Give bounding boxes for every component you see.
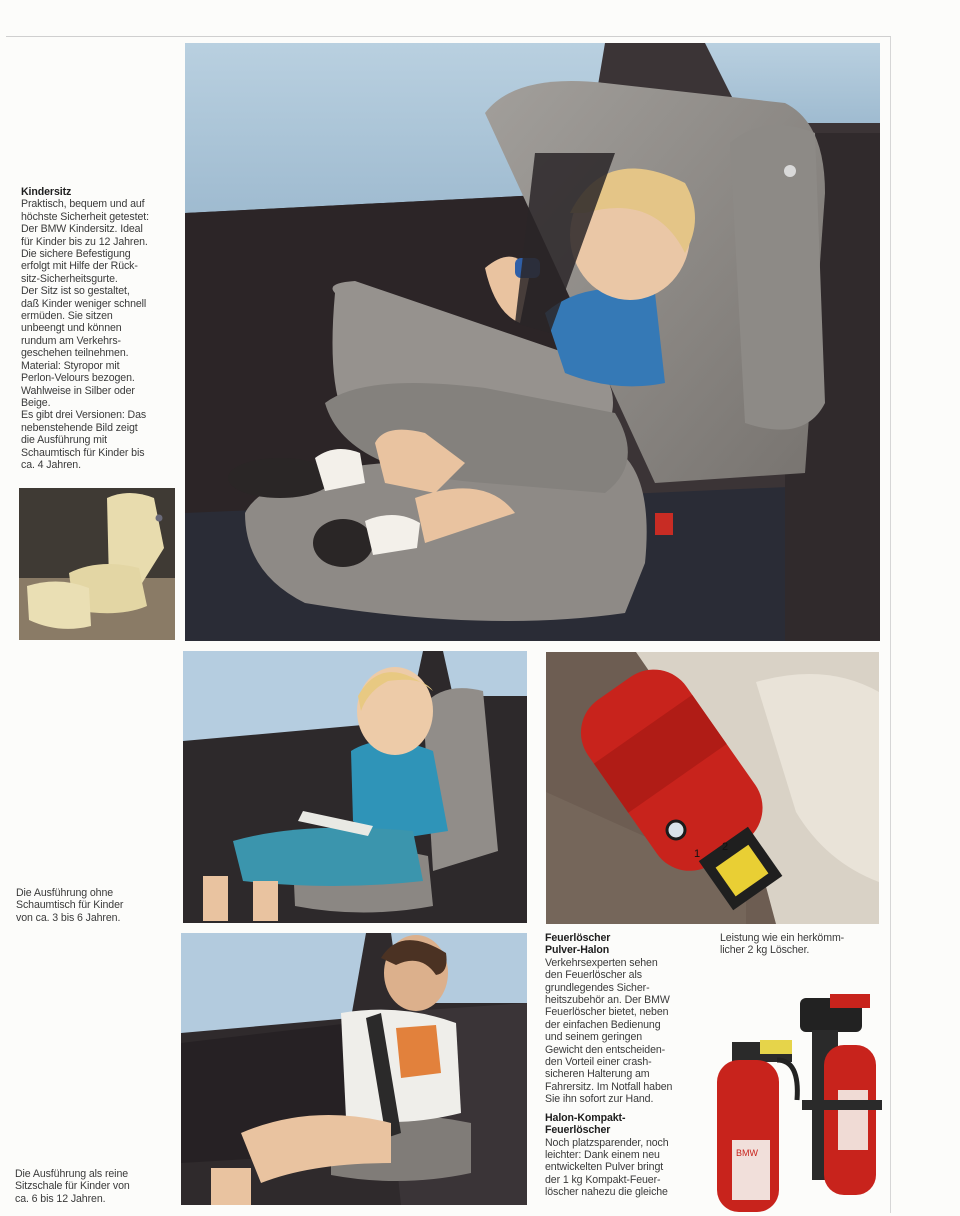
feuerloescher-text: [545, 932, 710, 1199]
photo-two-extinguishers: [712, 990, 887, 1212]
photo-toddler-child-seat: [185, 43, 880, 641]
feuerloescher-heading: Feuerlöscher Pulver-Halon: [545, 932, 611, 957]
photo-child-seat-without-table: [183, 651, 527, 923]
caption-sitzschale: [15, 1168, 177, 1205]
kindersitz-text: [21, 186, 183, 471]
leistung-body: Leistung wie ein herkömm- licher 2 kg Löscher.: [720, 932, 845, 957]
leistung-text: [720, 932, 885, 957]
kindersitz-body: Praktisch, bequem und auf höchste Sicherheit getestet: Der BMW Kindersitz. Ideal für Kinder bis zu 12 Jahren. Die sichere Befestigung erfolgt mit Hilfe der Rück- sitz-Sicherheitsgurte. Der Sitz ist so gestaltet, daß Kinder weniger schnell ermüden. Sie sitzen unbeengt und können rundum am Verkehrs- geschehen teilnehmen. Material: Styropor mit Perlon-Velours bezogen. Wahlweise in Silber oder Beige. Es gibt drei Versionen: Das nebenstehende Bild zeigt die Ausführung mit Schaumtisch für Kinder bis ca. 4 Jahren.: [21, 198, 149, 471]
kindersitz-heading: Kindersitz: [21, 186, 72, 198]
caption-ohne-schaumtisch-text: Die Ausführung ohne Schaumtisch für Kinder von ca. 3 bis 6 Jahren.: [16, 887, 124, 924]
photo-booster-seat-boy: [181, 933, 527, 1205]
caption-ohne-schaumtisch: [16, 887, 176, 924]
halon-kompakt-body: Noch platzsparender, noch leichter: Dank einem neu entwickelten Pulver bringt der 1 kg Kompakt-Feuer- löscher nahezu die gleiche: [545, 1136, 669, 1199]
photo-beige-seat-thumbnail: [19, 488, 175, 640]
halon-kompakt-heading: Halon-Kompakt- Feuerlöscher: [545, 1111, 626, 1137]
extinguisher-brand: BMW: [736, 1148, 758, 1158]
extinguisher-label-2: 2: [722, 841, 729, 853]
feuerloescher-body: Verkehrsexperten sehen den Feuerlöscher als grundlegendes Sicher- heitszubehör an. Der BMW Feuerlöscher bietet, neben der einfachen Bedienung und seinem geringen Gewicht den entscheiden- den Vorteil einer crash- sicheren Halterung am Fahrersitz. Im Notfall haben Sie ihn sofort zur Hand.: [545, 956, 673, 1106]
caption-sitzschale-text: Die Ausführung als reine Sitzschale für Kinder von ca. 6 bis 12 Jahren.: [15, 1168, 130, 1205]
photo-fire-extinguisher-mounted: [546, 652, 879, 924]
extinguisher-label-1: 1: [694, 848, 701, 860]
